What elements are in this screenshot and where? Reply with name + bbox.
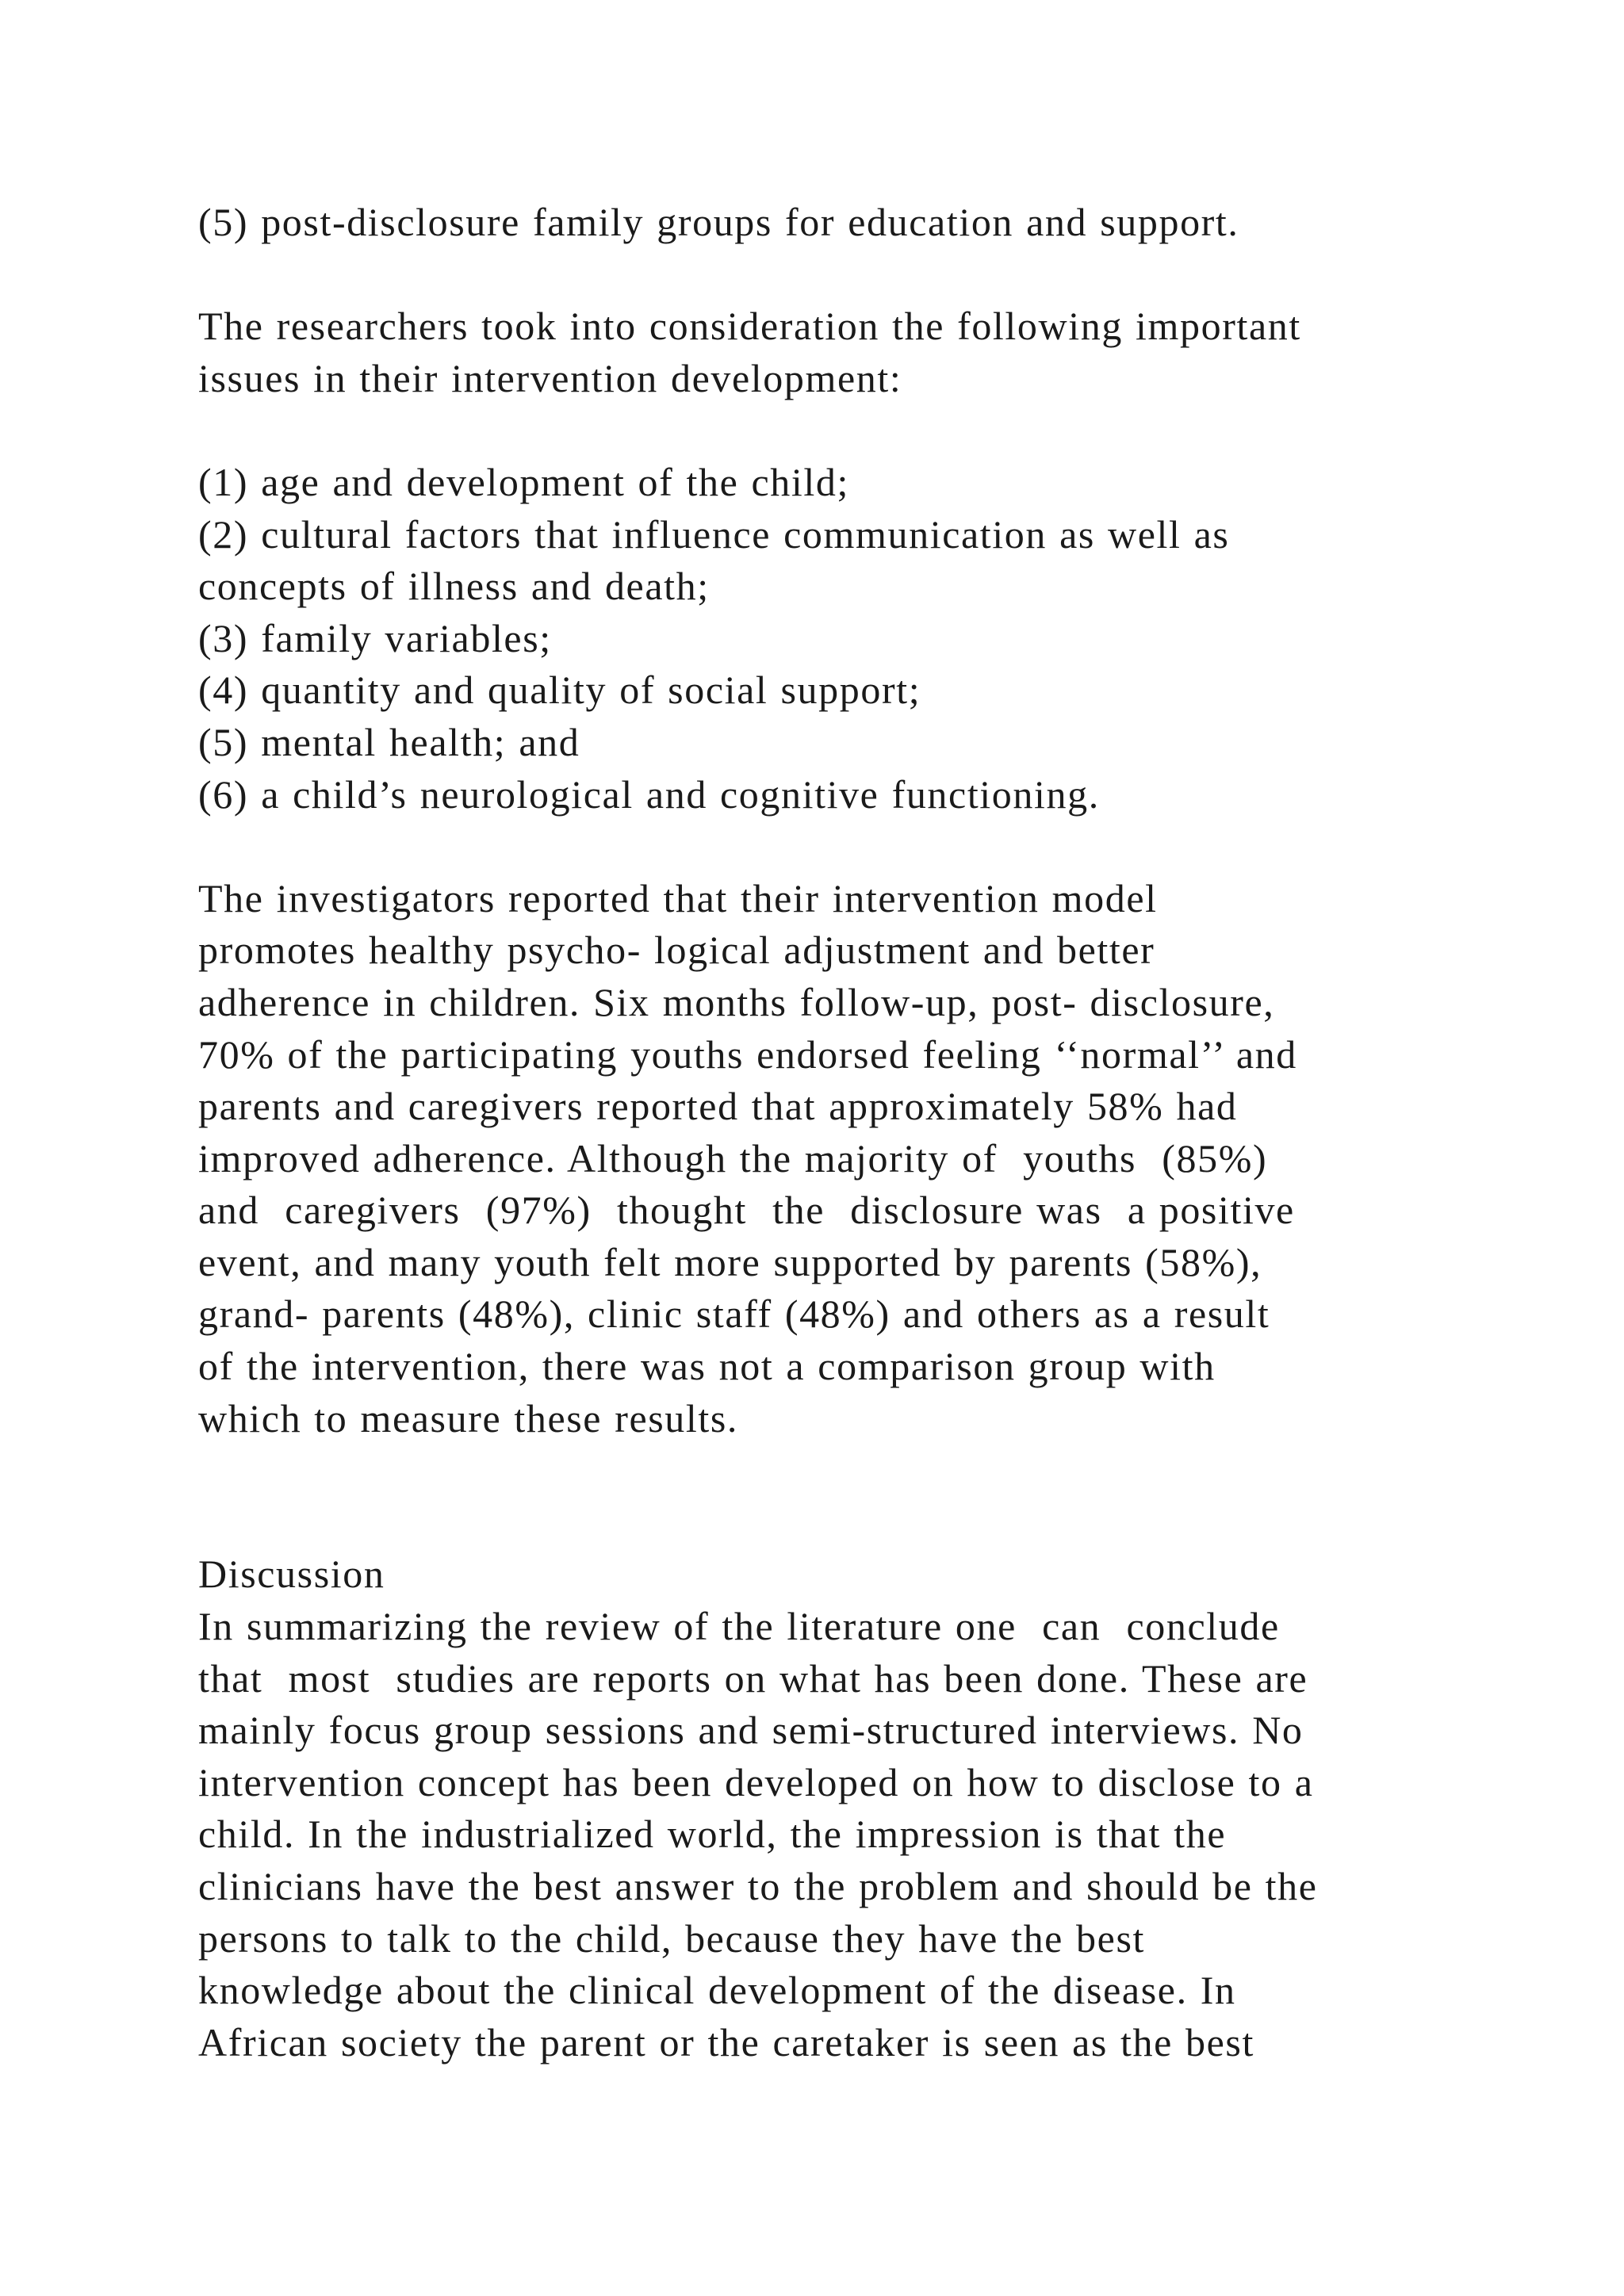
text-line: that most studies are reports on what has been done. These are: [198, 1655, 1308, 1701]
text-line: intervention concept has been developed on how to disclose to a: [198, 1759, 1314, 1804]
text-line: The investigators reported that their intervention model: [198, 875, 1158, 920]
text-line: improved adherence. Although the majority of youths (85%): [198, 1135, 1268, 1181]
text-line: which to measure these results.: [198, 1395, 739, 1441]
list-item: (1) age and development of the child;: [198, 459, 849, 504]
list-item: (6) a child’s neurological and cognitive functioning.: [198, 771, 1100, 817]
discussion-section: [198, 1548, 1562, 2068]
document-body: [198, 197, 1562, 2068]
text-line: issues in their intervention development:: [198, 355, 902, 400]
section-heading: Discussion: [198, 1552, 385, 1597]
text-line: 70% of the participating youths endorsed feeling ‘‘normal’’ and: [198, 1031, 1297, 1077]
text-line: child. In the industrialized world, the impression is that the: [198, 1812, 1227, 1857]
text-line: parents and caregivers reported that approximately 58% had: [198, 1084, 1238, 1129]
text-line: persons to talk to the child, because they have the best: [198, 1915, 1145, 1961]
text-line: event, and many youth felt more supported by parents (58%),: [198, 1239, 1262, 1284]
issues-list: [198, 457, 1562, 821]
paragraph-issues: [198, 300, 1562, 404]
text-line: (5) post-disclosure family groups for education and support.: [198, 200, 1239, 244]
paragraph-spacer: [198, 249, 1562, 301]
text-line: In summarizing the review of the literature one can conclude: [198, 1604, 1280, 1649]
list-item-continuation: concepts of illness and death;: [198, 564, 710, 609]
list-item: (2) cultural factors that influence communication as well as: [198, 511, 1230, 557]
list-item: (4) quantity and quality of social support;: [198, 668, 921, 713]
paragraph-intro: [198, 197, 1562, 249]
text-line: grand- parents (48%), clinic staff (48%) and others as a result: [198, 1292, 1270, 1337]
paragraph-spacer: [198, 821, 1562, 873]
section-spacer: [198, 1445, 1562, 1548]
list-item: (5) mental health; and: [198, 719, 580, 764]
paragraph-results: [198, 873, 1562, 1445]
text-line: mainly focus group sessions and semi-structured interviews. No: [198, 1708, 1304, 1753]
text-line: clinicians have the best answer to the problem and should be the: [198, 1864, 1318, 1908]
text-line: adherence in children. Six months follow-up, post- disclosure,: [198, 979, 1275, 1024]
text-line: promotes healthy psycho- logical adjustment and better: [198, 928, 1155, 973]
text-line: African society the parent or the caretaker is seen as the best: [198, 2019, 1254, 2064]
text-line: of the intervention, there was not a comparison group with: [198, 1344, 1216, 1389]
text-line: knowledge about the clinical development of the disease. In: [198, 1968, 1236, 2013]
text-line: and caregivers (97%) thought the disclosure was a positive: [198, 1188, 1295, 1233]
text-line: The researchers took into consideration the following important: [198, 304, 1301, 349]
list-item: (3) family variables;: [198, 615, 552, 660]
paragraph-spacer: [198, 404, 1562, 457]
